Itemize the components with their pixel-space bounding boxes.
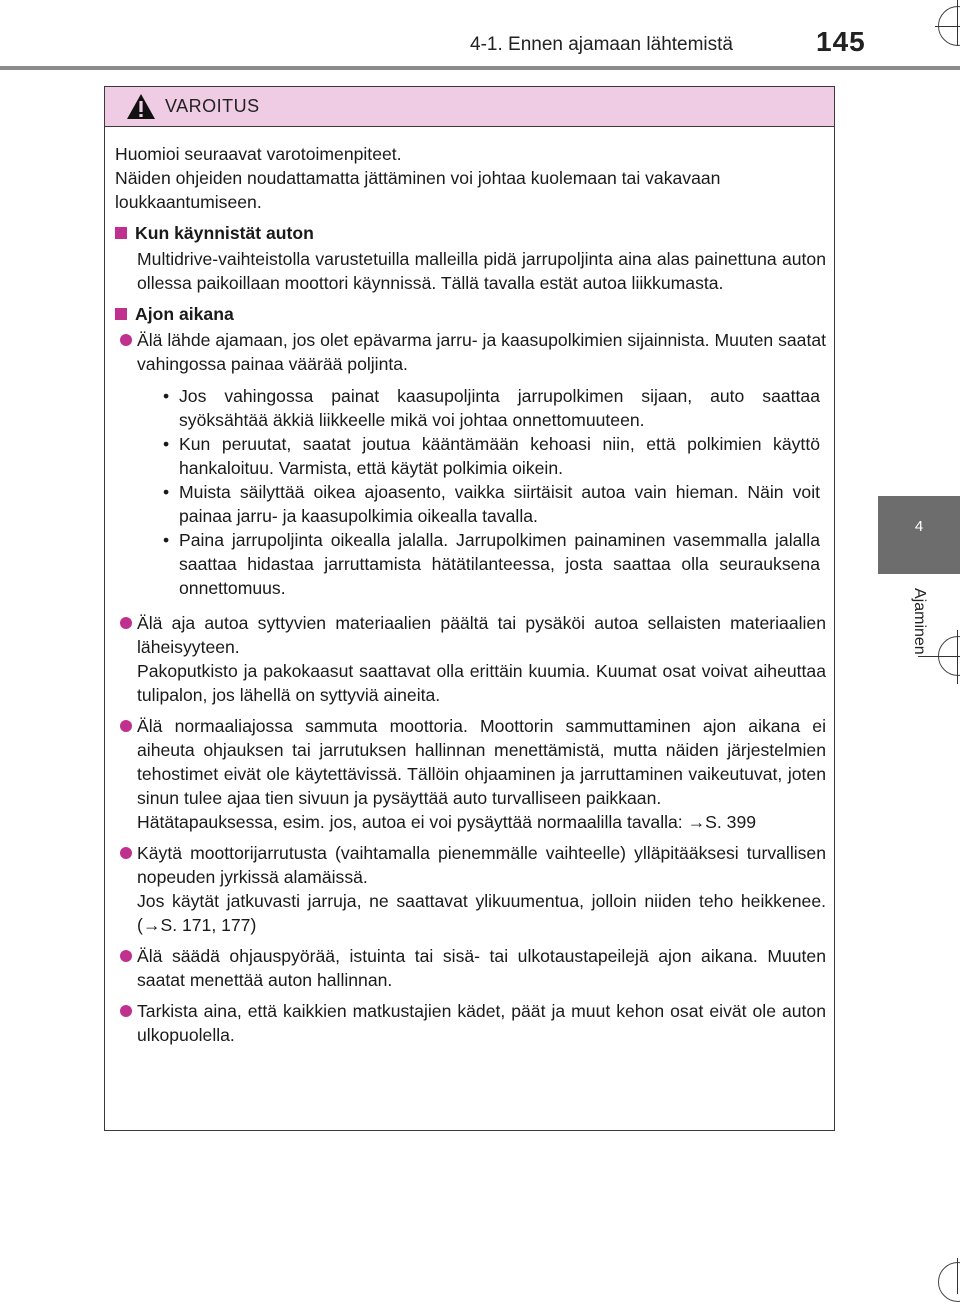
round-bullet-icon	[120, 334, 132, 346]
crop-mark-top-h	[935, 26, 960, 27]
sub-list	[158, 384, 826, 600]
list-item-text-extra: Hätätapauksessa, esim. jos, autoa ei voi pysäyttää normaalilla tavalla: →S. 399	[137, 812, 757, 832]
chapter-label: Ajaminen	[911, 588, 928, 655]
square-bullet-icon	[115, 308, 127, 320]
list-item-text: Älä lähde ajamaan, jos olet epävarma jarru- ja kaasupolkimien sijainnista. Muuten saatat vahingossa painaa väärää poljinta.	[137, 330, 826, 374]
section-heading	[115, 221, 826, 245]
crop-mark-top-v	[957, 0, 958, 46]
page-number: 145	[816, 26, 866, 57]
list-item-text: Käytä moottorijarrutusta (vaihtamalla pienemmälle vaihteelle) ylläpitääksesi turvallisen nopeuden jyrkissä alamäissä.	[137, 843, 826, 887]
warning-box	[104, 86, 835, 1131]
round-bullet-icon	[120, 617, 132, 629]
section-text: Multidrive-vaihteistolla varustetuilla malleilla pidä jarrupoljinta aina alas painettuna auton ollessa paikoillaan moottori käynnissä. Tällä tavalla estät autoa liikkumasta.	[137, 249, 826, 293]
list-item-text: Älä säädä ohjauspyörää, istuinta tai sisä- tai ulkotaustapeilejä ajon aikana. Muuten saatat menettää auton hallinnan.	[137, 946, 826, 990]
list-item	[115, 328, 826, 604]
list-item	[115, 944, 826, 992]
section-heading	[115, 302, 826, 326]
sub-list-item: • Kun peruutat, saatat joutua kääntämään kehoasi niin, että polkimien käyttö hankaloituu. Varmista, että käytät polkimia oikein.	[158, 432, 826, 480]
crop-mark-bottom-v	[957, 1258, 958, 1294]
warning-triangle-icon	[126, 93, 156, 120]
intro-line: Näiden ohjeiden noudattamatta jättäminen voi johtaa kuolemaan tai vakavaan loukkaantumiseen.	[115, 168, 721, 212]
list-item	[115, 611, 826, 707]
warning-body	[105, 127, 834, 1047]
chapter-number: 4	[914, 518, 924, 535]
chapter-tab	[878, 496, 960, 574]
sub-list-item: • Muista säilyttää oikea ajoasento, vaikka siirtäisit autoa vain hieman. Näin voit painaa jarru- ja kaasupolkimia oikealla tavalla.	[158, 480, 826, 528]
list-item-text-extra: Jos käytät jatkuvasti jarruja, ne saattavat ylikuumentua, jolloin niiden teho heikkenee. (→S. 171, 177)	[137, 891, 826, 935]
warning-header	[105, 87, 834, 127]
section-heading-text: Kun käynnistät auton	[135, 223, 314, 243]
intro-line: Huomioi seuraavat varotoimenpiteet.	[115, 144, 402, 164]
square-bullet-icon	[115, 227, 127, 239]
list-item	[115, 841, 826, 937]
list-item-text-extra: Pakoputkisto ja pakokaasut saattavat olla erittäin kuumia. Kuumat osat voivat aiheuttaa tulipalon, jos lähellä on syttyviä aineita.	[137, 661, 826, 705]
warning-title: VAROITUS	[165, 96, 260, 116]
section-heading-text: Ajon aikana	[135, 304, 234, 324]
list-item-text: Tarkista aina, että kaikkien matkustajien kädet, päät ja muut kehon osat eivät ole auton ulkopuolella.	[137, 1001, 826, 1045]
header-rule	[0, 66, 960, 70]
crop-mark-middle-h	[918, 656, 960, 657]
round-bullet-icon	[120, 950, 132, 962]
round-bullet-icon	[120, 720, 132, 732]
list-item	[115, 714, 826, 834]
list-item	[115, 999, 826, 1047]
list-item-text: Älä normaaliajossa sammuta moottoria. Moottorin sammuttaminen ajon aikana ei aiheuta ohjauksen tai jarrutuksen hallinnan menettämistä, mutta näiden järjestelmien tehostimet eivät ole käytettävissä. Tällöin ohjaaminen ja jarruttaminen vaikeutuvat, joten sinun tulee ajaa tien sivuun ja pysäyttää auto turvalliseen paikkaan.	[137, 716, 826, 808]
header-section-title: 4-1. Ennen ajamaan lähtemistä	[470, 34, 733, 55]
sub-list-item: • Jos vahingossa painat kaasupoljinta jarrupolkimen sijaan, auto saattaa syöksähtää äkkiä liikkeelle mikä voi johtaa onnettomuuteen.	[158, 384, 826, 432]
round-bullet-icon	[120, 847, 132, 859]
sub-list-item: • Paina jarrupoljinta oikealla jalalla. Jarrupolkimen painaminen vasemmalla jalalla saattaa hidastaa jarruttamista hätätilanteessa, josta saattaa olla seurauksena onnettomuus.	[158, 528, 826, 600]
list-item-text: Älä aja autoa syttyvien materiaalien päältä tai pysäköi autoa sellaisten materiaalien läheisyyteen.	[137, 613, 826, 657]
round-bullet-icon	[120, 1005, 132, 1017]
